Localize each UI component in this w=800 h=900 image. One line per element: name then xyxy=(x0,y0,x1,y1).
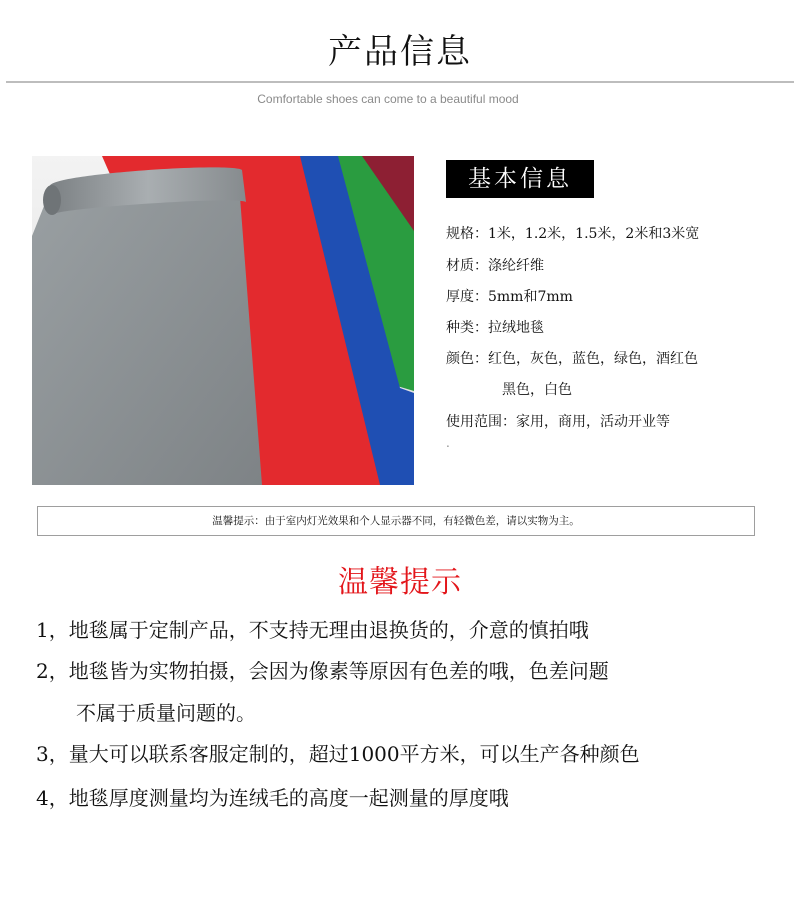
notice-text: 温馨提示：由于室内灯光效果和个人显示器不同，有轻微色差，请以实物为主。 xyxy=(212,515,580,527)
spec-value: 1米，1.2米，1.5米，2米和3米宽 xyxy=(488,226,700,242)
tips-title: 温馨提示 xyxy=(338,565,462,600)
tip-text: 地毯厚度测量均为连绒毛的高度一起测量的厚度哦 xyxy=(68,786,509,810)
spec-row-material xyxy=(446,256,544,276)
spec-label: 规格： xyxy=(446,226,488,242)
basic-info-title: 基本信息 xyxy=(446,160,594,198)
spec-label: 厚度： xyxy=(446,289,488,305)
tip-item xyxy=(36,739,640,769)
tip-item xyxy=(36,656,609,686)
title-divider xyxy=(6,81,794,83)
spec-value: 家用，商用，活动开业等 xyxy=(516,414,670,430)
spec-label: 种类： xyxy=(446,320,488,336)
tip-text: 量大可以联系客服定制的，超过1000平方米，可以生产各种颜色 xyxy=(68,742,640,766)
spec-label: 材质： xyxy=(446,258,488,274)
tip-number: 2， xyxy=(36,659,69,683)
color-difference-notice xyxy=(37,506,755,536)
tip-number: 1， xyxy=(36,618,69,642)
tip-item xyxy=(36,783,509,813)
tip-number: 3， xyxy=(36,742,69,766)
spec-row-size xyxy=(446,224,699,244)
page-subtitle: Comfortable shoes can come to a beautiful mood xyxy=(257,92,519,106)
tip-text: 地毯皆为实物拍摄，会因为像素等原因有色差的哦，色差问题 xyxy=(68,659,609,683)
spec-row-thickness xyxy=(446,287,573,307)
spec-color-continuation: 黑色，白色 xyxy=(502,382,572,398)
tip-number: 4， xyxy=(36,786,69,810)
spec-value: 红色，灰色，蓝色，绿色，酒红色 xyxy=(488,351,698,367)
spec-label: 使用范围： xyxy=(446,414,516,430)
spec-value: 拉绒地毯 xyxy=(488,320,544,336)
tip-item xyxy=(36,615,589,645)
spec-label: 颜色： xyxy=(446,351,488,367)
spec-value: 涤纶纤维 xyxy=(488,258,544,274)
spec-row-color xyxy=(446,349,698,369)
spec-row-type xyxy=(446,318,544,338)
carpet-rolls-illustration xyxy=(32,156,414,485)
spec-row-usage xyxy=(446,412,670,432)
carpet-rolls-image xyxy=(32,156,414,485)
tip-continuation: 不属于质量问题的。 xyxy=(76,701,256,725)
page-title: 产品信息 xyxy=(328,32,472,72)
spec-value: 5mm和7mm xyxy=(488,289,573,305)
stray-mark: . xyxy=(446,436,450,450)
tip-text: 地毯属于定制产品，不支持无理由退换货的，介意的慎拍哦 xyxy=(68,618,589,642)
